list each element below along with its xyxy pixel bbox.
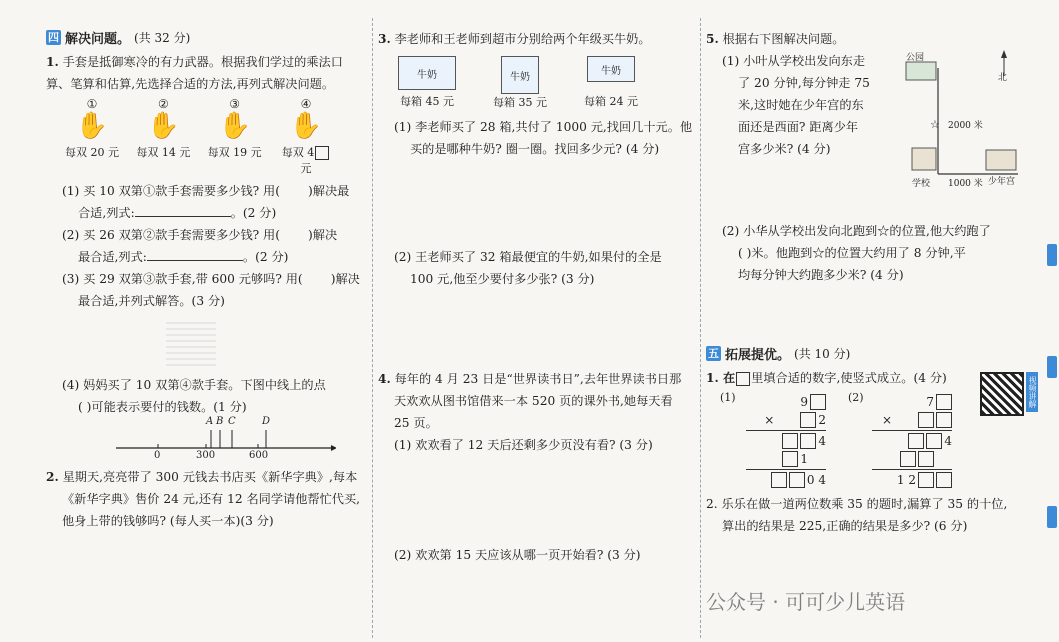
milk-item: 牛奶 每箱 24 元 [584, 56, 638, 110]
answer-area[interactable] [378, 290, 693, 368]
milk-options [398, 56, 638, 110]
glove-options [64, 97, 334, 176]
map-park-label: 公园 [906, 53, 925, 63]
section-score: (共 32 分) [134, 31, 191, 45]
map-north-label: 北 [998, 73, 1008, 83]
point-a-label: A [206, 416, 214, 427]
calc-2: 7 × 4 1 2 [872, 393, 952, 489]
side-tab [1047, 356, 1057, 378]
star-icon: ☆ [930, 118, 940, 131]
glove-item: ④ ✋ 每双 4元 [278, 97, 334, 176]
qr-video-tag: 视频讲解 [1026, 372, 1038, 412]
answer-area[interactable] [378, 160, 693, 246]
glove-item: ② ✋ 每双 14 元 [136, 97, 191, 159]
q1-text: 手套是抵御寒冷的有力武器。根据我们学过的乘法口 [62, 55, 343, 69]
glove-icon: ✋ [75, 111, 109, 141]
column-middle: 3. 李老师和王老师到超市分别给两个年级买牛奶。 牛奶 每箱 45 元 牛奶 每箱 35 元 牛奶 每箱 24 元 (1) 李老师买了 28 箱,共付了 1000 元,找回几十元。他 买的是哪种牛奶? 圈一圈。找回多少元? (4 分) (2) 王老师买了 32 箱最便宜的牛奶,如果付的全是 100 元,他至少要付多少张? (3 分) 4. 每年的 4 月 23 日是“世界读书日”,去年世界读书日那 天欢欢从图书馆借来一本 520 页的课外书,她每天看 25 页。 (1) 欢欢看了 12 天后还剩多少页没有看? (3 分) (2) 欢欢第 15 天应该从哪一页开始看? (3 分) [378, 32, 693, 562]
column-right: 5. 根据右下图解决问题。 (1) 小叶从学校出发向东走 了 20 分钟,每分钟走 75 米,这时她在少年宫的东 面还是西面? 距离少年 宫多少米? (4 分) 公园 北 ☆ 2000 米 学校 1000 米 少年宫 (2) 小华从学校出发向北跑到☆的位置,他大约跑了 ( )米。他跑到☆的位置大约用了 8 分钟,平 均每分钟大约跑多少米? (4 分) 视频讲解 五 拓展提优。 (共 10 分) 1. 在 里填合适的数字,使竖式成立。(4 分) (1) (2) 9 × 2 4 1 0 4 7 × 4 1 2 2. 乐乐在做一道两位数乘 35 的题时,漏算了 35 的十位, 算出的结果是 225,正确的结果是多少? (6 分) [706, 32, 1037, 533]
section-four-header [46, 28, 368, 47]
section-title: 解决问题。 [65, 32, 131, 47]
answer-area[interactable] [378, 456, 693, 544]
tick-label: 600 [249, 450, 269, 461]
section-five-header: 五 拓展提优。 (共 10 分) [708, 347, 851, 363]
tick-label: 300 [196, 450, 216, 461]
point-c-label: C [228, 416, 236, 427]
milk-box-icon: 牛奶 [398, 56, 456, 90]
milk-box-icon: 牛奶 [587, 56, 635, 82]
answer-area[interactable] [46, 312, 368, 374]
glove-icon: ✋ [289, 111, 323, 141]
map-distance-vertical: 2000 米 [948, 121, 983, 131]
column-left: 四 解决问题。 (共 32 分) 1. 手套是抵御寒冷的有力武器。根据我们学过的乘法口 算、笔算和估算,先选择合适的方法,再列式解决问题。 ① ✋ 每双 20 元 ② ✋ 每双 14 元 ③ ✋ 每双 19 元 ④ ✋ 每双 4元 (1) 买 10 双第①款手套需要多少钱? 用( )解决最 合适,列式: 。(2 分) (2) 买 26 双第②款手套需要多少钱? 用( )解决 最合适,列式: 。(2 分) (3) 买 29 双第③款手套,带 600 元够吗? 用( )解决 最合适,并列式解答。(3 分) (4) 妈妈买了 10 双第④款手套。下图中线上的点 ( )可能表示要付的钱数。(1 分) A B C D 0 300 600 2. 星期天,亮亮带了 300 元钱去书店买《新华字典》,每本 《新华字典》售价 24 元,还有 12 名同学请他帮忙代买, 他身上带的钱够吗? (每人买一本)(3 分) [46, 28, 368, 638]
glove-icon: ✋ [147, 111, 180, 141]
vertical-calculations: (1) (2) 9 × 2 4 1 0 4 7 × 4 1 2 [720, 391, 952, 487]
location-map [892, 46, 1022, 196]
glove-item: ① ✋ 每双 20 元 [65, 97, 119, 159]
number-line [106, 418, 336, 464]
calc-1: 9 × 2 4 1 0 4 [746, 393, 826, 489]
tick-label: 0 [154, 450, 161, 461]
section-badge: 四 [48, 31, 59, 44]
milk-item: 牛奶 每箱 45 元 [398, 56, 456, 110]
q1-number: 1. [46, 55, 59, 69]
map-palace-label: 少年宫 [988, 177, 1016, 187]
answer-blank[interactable] [135, 216, 231, 217]
mitten-icon: ✋ [218, 111, 251, 141]
side-tab [1047, 244, 1057, 266]
point-b-label: B [216, 416, 224, 427]
column-divider [372, 18, 373, 638]
column-divider [700, 18, 701, 638]
milk-item: 牛奶 每箱 35 元 [493, 56, 547, 110]
point-d-label: D [262, 416, 271, 427]
map-school-label: 学校 [912, 179, 931, 189]
glove-item: ③ ✋ 每双 19 元 [207, 97, 262, 159]
answer-blank[interactable] [147, 260, 243, 261]
q1-text-2: 算、笔算和估算,先选择合适的方法,再列式解决问题。 [46, 77, 335, 91]
map-distance-horizontal: 1000 米 [948, 179, 983, 189]
side-tab [1047, 506, 1057, 528]
fill-box[interactable] [315, 146, 329, 160]
section-badge: 五 [708, 347, 719, 360]
milk-box-icon: 牛奶 [501, 56, 539, 94]
fill-box [736, 372, 750, 386]
watermark: 公众号 · 可可少儿英语 [706, 590, 906, 614]
